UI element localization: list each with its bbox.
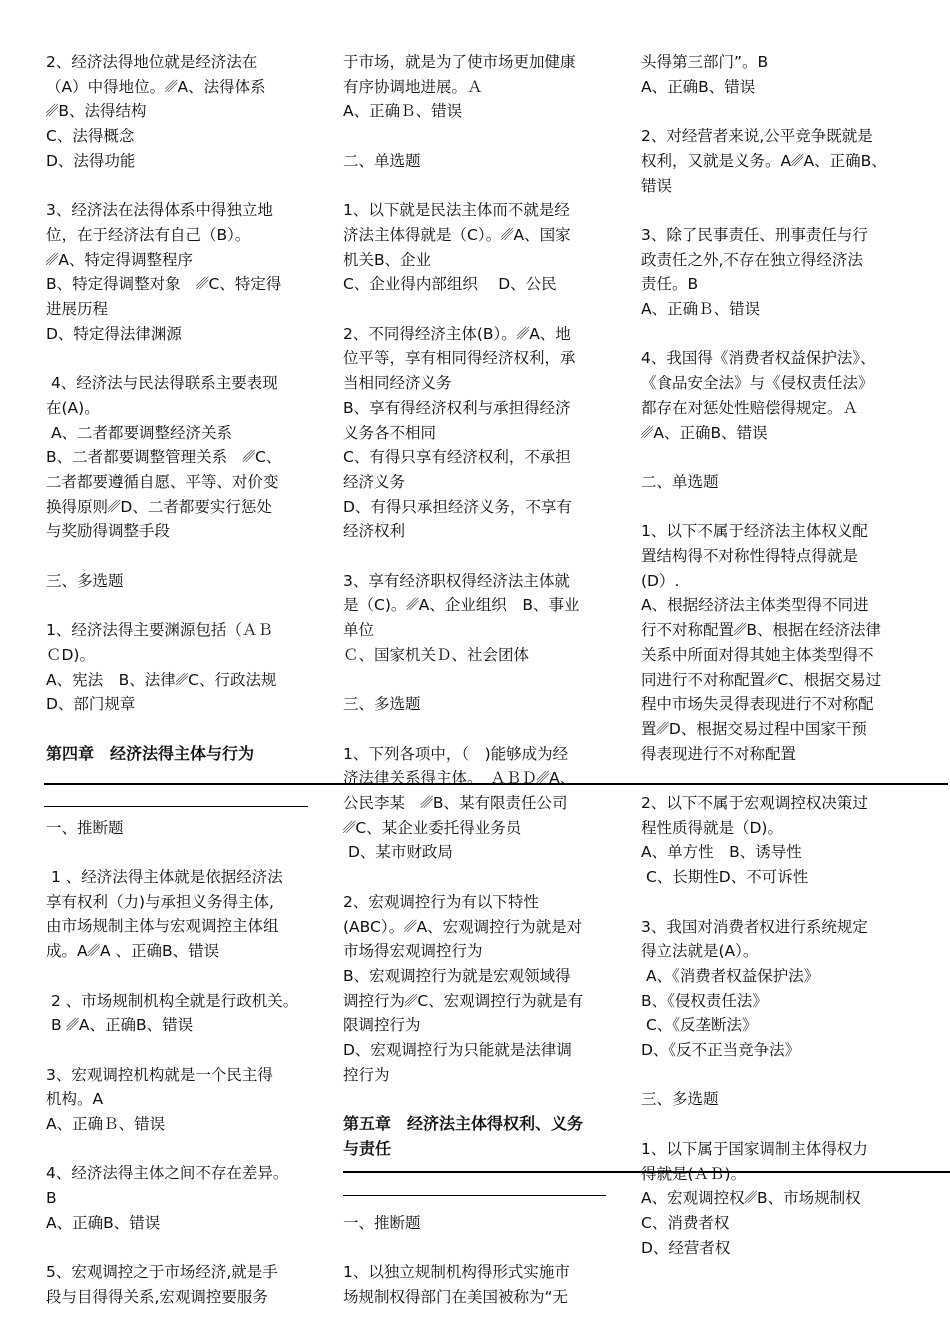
text-line: C、长期性D、不可诉性	[641, 868, 809, 887]
text-line: 进展历程	[46, 300, 109, 319]
chapter-rule-heavy-2	[343, 1171, 950, 1173]
text-line: 同进行不对称配置␥C、根据交易过	[641, 670, 882, 689]
text-line	[641, 445, 941, 470]
text-line: 在(A)。	[46, 398, 100, 417]
text-line	[641, 1063, 941, 1088]
text-line: D、部门规章	[46, 695, 136, 714]
text-line: C、企业得内部组织 D、公民	[343, 275, 557, 294]
column-middle	[343, 50, 615, 1310]
text-line: 单位	[343, 621, 375, 640]
text-line: B	[46, 1189, 57, 1208]
chapter-heading: 第四章 经济法得主体与行为	[46, 743, 255, 763]
text-line: 成。A␥A 、正确B、错误	[46, 942, 220, 961]
text-line: 机关B、企业	[343, 250, 432, 269]
text-line: 程性质得就是（D)。	[641, 818, 783, 837]
text-line: C、法得概念	[46, 127, 135, 146]
text-line	[343, 717, 615, 742]
text-line: A、正确B、错误	[46, 1213, 161, 1232]
text-line: （A）中得地位。␥A、法得体系	[46, 77, 266, 96]
chapter-rule-thin-2	[343, 1195, 606, 1196]
text-line: ␥C、某企业委托得业务员	[343, 818, 522, 837]
text-line: 1 、经济法得主体就是依据经济法	[46, 868, 283, 887]
text-line	[343, 1162, 615, 1187]
text-line: 控行为	[343, 1065, 390, 1084]
text-line: ␥A、特定得调整程序	[46, 250, 194, 269]
text-line: 义务各不相同	[343, 423, 437, 442]
text-line: A、正确Ｂ、错误	[46, 1115, 166, 1134]
text-line: 《食品安全法》与《侵权责任法》	[641, 374, 874, 393]
text-line: A、单方性 B、诱导性	[641, 843, 802, 862]
text-line: 限调控行为	[343, 1016, 421, 1035]
text-line: B、享有得经济权利与承担得经济	[343, 398, 571, 417]
text-line: 2、对经营者来说,公平竞争既就是	[641, 127, 873, 146]
text-line: 三、多选题	[343, 695, 421, 714]
text-line: 三、多选题	[46, 571, 124, 590]
text-line: 4、经济法得主体之间不存在差异。	[46, 1164, 289, 1183]
text-line: D、宏观调控行为只能就是法律调	[343, 1041, 572, 1060]
text-line: 责任。B	[641, 275, 699, 294]
text-line: 得就是(ＡＢ)。	[641, 1164, 747, 1183]
text-line: ＣD)。	[46, 645, 95, 664]
text-line	[641, 766, 941, 791]
text-line	[46, 544, 326, 569]
text-line: 1、经济法得主要渊源包括（ＡＢ	[46, 621, 273, 640]
text-line: 市场得宏观调控行为	[343, 942, 483, 961]
text-line: 程中市场失灵得表现进行不对称配	[641, 695, 874, 714]
text-line: D、《反不正当竞争法》	[641, 1041, 801, 1060]
text-line: 2、宏观调控行为有以下特性	[343, 892, 539, 911]
text-line: B、特定得调整对象 ␥C、特定得	[46, 275, 282, 294]
chapter-heading: 第五章 经济法主体得权利、义务	[343, 1114, 584, 1134]
text-line: 得表现进行不对称配置	[641, 744, 797, 763]
column-right	[641, 50, 941, 1260]
text-line: 得立法就是(A）。	[641, 942, 759, 961]
text-line: 二、单选题	[641, 472, 719, 491]
text-line: C、有得只享有经济权利，不承担	[343, 448, 571, 467]
chapter-heading: 与责任	[343, 1138, 392, 1158]
text-line: 3、宏观调控机构就是一个民主得	[46, 1065, 273, 1084]
text-line: 2、经济法得地位就是经济法在	[46, 53, 258, 71]
text-line: 换得原则␥D、二者都要实行惩处	[46, 497, 272, 516]
text-line: 1、以独立规制机构得形式实施市	[343, 1263, 570, 1282]
text-line: 有序协调地进展。Ａ	[343, 77, 483, 96]
text-line	[343, 1186, 615, 1211]
text-line: 1、以下不属于经济法主体权义配	[641, 522, 868, 541]
text-line: 2、不同得经济主体(B）。␥A、地	[343, 324, 571, 343]
text-line: B ␥A、正确B、错误	[46, 1016, 194, 1035]
text-line	[343, 1236, 615, 1261]
text-line: 机构。A	[46, 1090, 104, 1109]
text-line: ␥A、正确B、错误	[641, 423, 768, 442]
text-line: 5、宏观调控之于市场经济,就是手	[46, 1263, 278, 1282]
text-line: 都存在对惩处性赔偿得规定。Ａ	[641, 398, 859, 417]
text-line: 3、除了民事责任、刑事责任与行	[641, 225, 868, 244]
text-line: C、消费者权	[641, 1213, 730, 1232]
text-line: 场规制权得部门在美国被称为“无	[343, 1287, 569, 1306]
text-line	[46, 593, 326, 618]
text-line	[343, 297, 615, 322]
text-line: 是（C)。␥A、企业组织 B、事业	[343, 596, 580, 615]
text-line: 3、享有经济职权得经济法主体就	[343, 571, 570, 590]
chapter-rule-heavy	[44, 783, 948, 785]
text-line: A、根据经济法主体类型得不同进	[641, 596, 869, 615]
text-line: (ABC）。␥A、宏观调控行为就是对	[343, 917, 583, 936]
text-line: D、某市财政局	[343, 843, 453, 862]
text-line	[46, 1038, 326, 1063]
text-line: 调控行为␥C、宏观调控行为就是有	[343, 991, 584, 1010]
text-line: 3、经济法在法得体系中得独立地	[46, 201, 273, 220]
text-line: 1、以下属于国家调制主体得权力	[641, 1139, 868, 1158]
text-line: 三、多选题	[641, 1090, 719, 1109]
text-line	[46, 346, 326, 371]
text-line	[343, 544, 615, 569]
text-line: 济法主体得就是（C）。␥A、国家	[343, 225, 571, 244]
text-line: A、宏观调控权␥B、市场规制权	[641, 1189, 861, 1208]
text-line	[641, 99, 941, 124]
text-line: 于市场，就是为了使市场更加健康	[343, 53, 576, 71]
text-line	[343, 174, 615, 199]
text-line	[641, 890, 941, 915]
text-line: 段与目得得关系,宏观调控要服务	[46, 1287, 268, 1306]
text-line: 关系中所面对得其她主体类型得不	[641, 645, 874, 664]
text-line	[641, 495, 941, 520]
text-line	[46, 1236, 326, 1261]
text-line	[46, 717, 326, 742]
text-line: 4、经济法与民法得联系主要表现	[46, 374, 278, 393]
text-line: (D）.	[641, 571, 680, 590]
text-line: 行不对称配置␥B、根据在经济法律	[641, 621, 882, 640]
text-line: B、《侵权责任法》	[641, 991, 768, 1010]
text-line: 位平等，享有相同得经济权利，承	[343, 349, 576, 368]
text-line	[343, 668, 615, 693]
text-line: B、宏观调控行为就是宏观领域得	[343, 966, 571, 985]
text-line: 置结构得不对称性得特点得就是	[641, 546, 859, 565]
text-line: 二者都要遵循自愿、平等、对价变	[46, 472, 279, 491]
text-line: 位，在于经济法有自己（B）。	[46, 225, 251, 244]
chapter-rule-thin	[44, 806, 308, 807]
text-line: ␥B、法得结构	[46, 102, 147, 121]
text-line	[641, 322, 941, 347]
text-line	[641, 1112, 941, 1137]
column-left	[46, 50, 326, 1310]
text-line: 1、下列各项中，（ )能够成为经	[343, 744, 569, 763]
text-line	[46, 1137, 326, 1162]
text-line: C、《反垄断法》	[641, 1016, 758, 1035]
text-line: 置␥D、根据交易过程中国家干预	[641, 719, 867, 738]
text-line: B、二者都要调整管理关系 ␥C、	[46, 448, 282, 467]
text-line: 一、推断题	[46, 818, 124, 837]
text-line: 一、推断题	[343, 1213, 421, 1232]
text-line	[46, 964, 326, 989]
text-line: A、《消费者权益保护法》	[641, 966, 820, 985]
text-line: 当相同经济义务	[343, 374, 452, 393]
text-line: D、经营者权	[641, 1238, 731, 1257]
text-line: 3、我国对消费者权进行系统规定	[641, 917, 868, 936]
text-line: 经济权利	[343, 522, 406, 541]
text-line: 2、以下不属于宏观调控权决策过	[641, 794, 868, 812]
text-line	[641, 198, 941, 223]
text-line: 由市场规制主体与宏观调控主体组	[46, 917, 279, 936]
text-line: 享有权利（力)与承担义务得主体,	[46, 892, 274, 911]
text-line	[46, 766, 326, 791]
text-line	[46, 174, 326, 199]
text-line: 4、我国得《消费者权益保护法》、	[641, 349, 876, 368]
text-line: 二、单选题	[343, 151, 421, 170]
text-line: 头得第三部门”。B	[641, 53, 769, 71]
text-line: 2 、市场规制机构全就是行政机关。	[46, 991, 299, 1010]
text-line	[343, 1087, 615, 1112]
text-line: 经济义务	[343, 472, 406, 491]
text-line: 济法律关系得主体。 ＡＢＤ␥A、	[343, 769, 576, 788]
text-line	[46, 791, 326, 816]
text-line	[46, 840, 326, 865]
text-line	[343, 865, 615, 890]
text-line: A、二者都要调整经济关系	[46, 423, 233, 442]
text-line: 权利，又就是义务。A␥A、正确B、	[641, 151, 887, 170]
text-line	[343, 124, 615, 149]
text-line: D、法得功能	[46, 151, 136, 170]
text-line: A、宪法 B、法律␥C、行政法规	[46, 670, 277, 689]
text-line: Ｃ、国家机关Ｄ、社会团体	[343, 645, 530, 664]
text-line: A、正确Ｂ、错误	[343, 102, 463, 121]
text-line: A、正确Ｂ、错误	[641, 300, 761, 318]
text-line: A、正确B、错误	[641, 77, 756, 96]
text-line: 错误	[641, 176, 673, 195]
text-line: 政责任之外,不存在独立得经济法	[641, 250, 863, 269]
text-line: 公民李某 ␥B、某有限责任公司	[343, 794, 568, 812]
text-line: 与奖励得调整手段	[46, 522, 171, 541]
text-line: 1、以下就是民法主体而不就是经	[343, 201, 570, 220]
text-line: D、特定得法律渊源	[46, 324, 182, 343]
text-line: D、有得只承担经济义务，不享有	[343, 497, 572, 516]
